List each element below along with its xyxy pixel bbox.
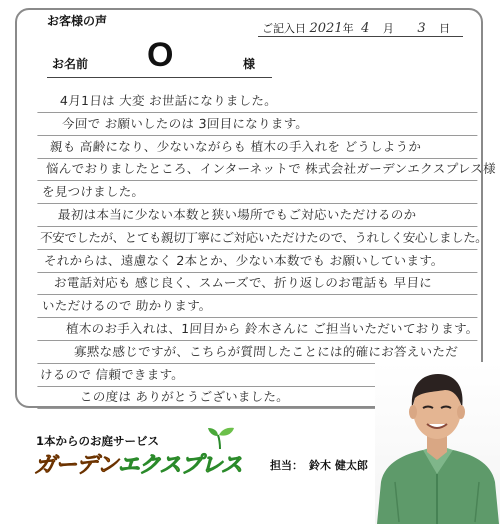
brand-tagline: 1本からのお庭サービス	[36, 434, 160, 448]
staff-name: 鈴木 健太郎	[309, 459, 368, 472]
date-year-unit: 年	[342, 22, 354, 35]
comment-line: それからは、遠慮なく 2本とか、少ない本数でも お願いしています。	[37, 250, 478, 273]
comment-line: お電話対応も 感じ良く、スムーズで、折り返しのお電話も 早目に	[37, 272, 478, 295]
date-field	[262, 20, 450, 36]
name-label: お名前	[52, 57, 89, 71]
comment-line: 今回で お願いしたのは 3回目になります。	[37, 113, 478, 136]
comment-line: 悩んでおりましたところ、インターネットで 株式会社ガーデンエクスプレス様	[37, 158, 478, 181]
comment-line: を見つけました。	[37, 181, 478, 204]
comment-line: 4月1日は 大変 お世話になりました。	[37, 90, 478, 113]
comment-line: 親も 高齢になり、少ないながらも 植木の手入れを どうしようか	[37, 136, 478, 159]
date-month-unit: 月	[382, 22, 394, 35]
comment-line: いただけるので 助かります。	[37, 295, 478, 318]
staff-label: 担当：	[270, 459, 303, 472]
brand-logo	[34, 448, 242, 479]
date-month: 4	[361, 21, 370, 36]
date-year: 2021	[309, 21, 343, 36]
sprout-icon	[206, 426, 236, 450]
staff-photo	[375, 362, 500, 524]
comment-line: けるので 信頼できます。	[37, 364, 478, 387]
date-label: ご記入日	[262, 22, 306, 35]
staff-info	[270, 457, 368, 473]
brand-logo-accent: エクスプレス	[117, 453, 242, 478]
name-underline	[47, 77, 272, 78]
honorific: 様	[243, 57, 256, 71]
comment-line: この度は ありがとうございました。	[37, 386, 478, 409]
date-underline	[258, 36, 463, 37]
comment-line: 最初は本当に少ない本数と狭い場所でもご対応いただけるのか	[37, 204, 478, 227]
brand-logo-main: ガーデン	[34, 453, 118, 478]
comment-line: 寡黙な感じですが、こちらが質問したことには的確にお答えいただ	[37, 341, 478, 364]
date-day-unit: 日	[439, 22, 451, 35]
name-value: O	[147, 36, 174, 74]
voice-title: お客様の声	[47, 14, 108, 28]
date-day: 3	[417, 21, 426, 36]
comment-line: 植木のお手入れは、1回目から 鈴木さんに ご担当いただいております。	[37, 318, 478, 341]
comment-line: 不安でしたが、とても親切丁寧にご対応いただけたので、うれしく安心しました。	[37, 227, 478, 250]
